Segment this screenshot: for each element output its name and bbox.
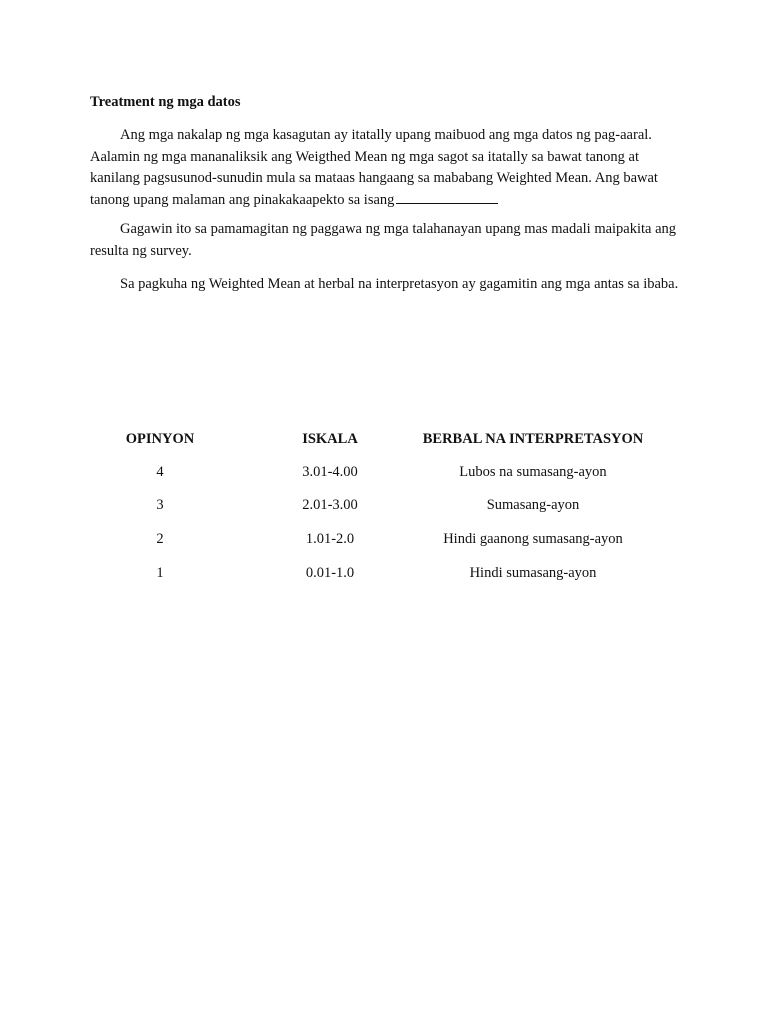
iskala-cell: 0.01-1.0: [305, 565, 355, 581]
berbal-cell: Hindi sumasang-ayon: [469, 565, 597, 581]
column-header-opinyon: OPINYON: [125, 431, 195, 447]
section-heading: Treatment ng mga datos: [90, 94, 241, 110]
paragraph-weighted-mean: Sa pagkuha ng Weighted Mean at herbal na interpretasyon ay gagamitin ang mga antas sa ibaba.: [120, 276, 679, 292]
berbal-cell: Sumasang-ayon: [486, 497, 580, 513]
fill-in-blank-line: [396, 192, 498, 204]
opinyon-cell: 3: [156, 497, 164, 513]
paragraph-treatment: [90, 125, 682, 211]
table-row: [0, 528, 768, 550]
column-header-berbal: BERBAL NA INTERPRETASYON: [422, 431, 644, 447]
opinyon-cell: 4: [156, 464, 164, 480]
table-row: [0, 461, 768, 483]
berbal-cell: Hindi gaanong sumasang-ayon: [443, 531, 623, 547]
iskala-cell: 3.01-4.00: [302, 464, 358, 480]
table-row: [0, 562, 768, 584]
table-header-row: [0, 428, 768, 450]
iskala-cell: 1.01-2.0: [305, 531, 355, 547]
opinyon-cell: 1: [156, 565, 164, 581]
paragraph-tables: Gagawin ito sa pamamagitan ng paggawa ng mga talahanayan upang mas madali maipakita ang resulta ng survey.: [90, 221, 677, 259]
berbal-cell: Lubos na sumasang-ayon: [459, 464, 607, 480]
paragraph-treatment-text: Ang mga nakalap ng mga kasagutan ay itatally upang maibuod ang mga datos ng pag-aaral. Aalamin ng mga mananaliksik ang Weigthed Mean ng mga sagot sa itatally sa bawat tanong at kanilang pagsusunod-sunudin mula sa mataas hangaang sa mababang Weighted Mean. Ang bawat tanong upang malaman ang pinakakaapekto sa isang: [90, 127, 658, 208]
table-row: [0, 494, 768, 516]
opinyon-cell: 2: [156, 531, 164, 547]
column-header-iskala: ISKALA: [302, 431, 358, 447]
iskala-cell: 2.01-3.00: [302, 497, 358, 513]
